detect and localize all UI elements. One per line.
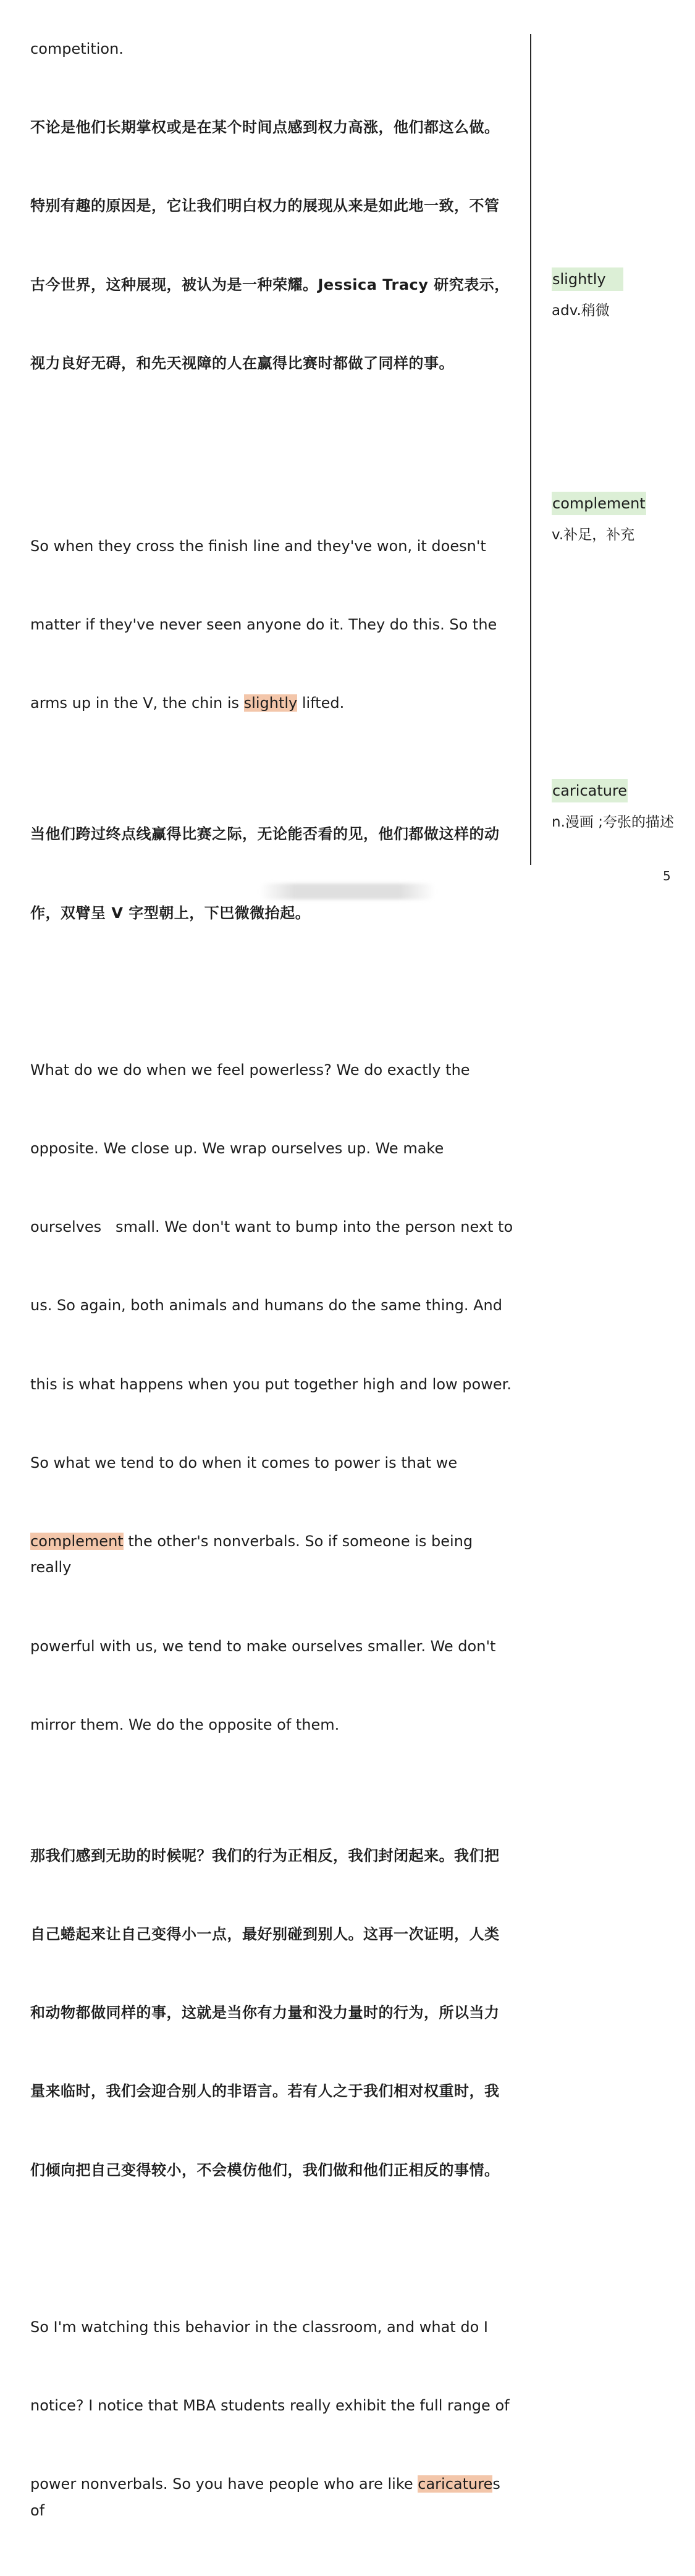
text-line — [30, 690, 518, 716]
text-line: So what we tend to do when it comes to power is that we — [30, 1454, 458, 1471]
highlighted-word: complement — [30, 1532, 124, 1550]
vocab-term-complement: complement — [552, 492, 646, 515]
paragraph-en — [30, 36, 518, 62]
text-line: 们倾向把自己变得较小，不会模仿他们，我们做和他们正相反的事情。 — [30, 2161, 500, 2179]
text-line: opposite. We close up. We wrap ourselves up. We make — [30, 1139, 444, 1157]
text-line: powerful with us, we tend to make ourselves smaller. We don't — [30, 1637, 496, 1655]
spacer — [30, 979, 518, 1004]
highlighted-word: caricature — [418, 2475, 493, 2493]
text-line: So I'm watching this behavior in the classroom, and what do I — [30, 2318, 488, 2336]
text-line: 和动物都做同样的事，这就是当你有力量和没力量时的行为，所以当力 — [30, 2004, 500, 2022]
text-line: matter if they've never seen anyone do it. They do this. So the — [30, 616, 497, 634]
text-segment: the other's nonverbals. So if someone is being really — [30, 1532, 478, 1576]
main-text-column — [30, 36, 518, 2576]
text-line: 作，双臂呈 V 字型朝上，下巴微微抬起。 — [30, 904, 311, 922]
text-line: ourselves small. We don't want to bump into the person next to — [30, 1218, 513, 1236]
text-line: 那我们感到无助的时候呢？我们的行为正相反，我们封闭起来。我们把 — [30, 1846, 500, 1864]
vocab-term-slightly: slightly — [552, 267, 623, 291]
spacer — [30, 429, 518, 481]
text-segment: lifted. — [297, 694, 345, 712]
text-line: notice? I notice that MBA students really exhibit the full range of — [30, 2396, 510, 2414]
text-line: 量来临时，我们会迎合别人的非语言。若有人之于我们相对权重时，我 — [30, 2082, 500, 2100]
vocab-definition: adv.稍微 — [552, 303, 610, 319]
paragraph-zh — [30, 62, 518, 429]
text-line: 不论是他们长期掌权或是在某个时间点感到权力高涨，他们都这么做。 — [30, 119, 500, 137]
text-line: 古今世界，这种展现，被认为是一种荣耀。Jessica Tracy 研究表示， — [30, 276, 510, 293]
text-line — [30, 2471, 518, 2523]
text-line: competition. — [30, 40, 124, 57]
text-line: 当他们跨过终点线赢得比赛之际，无论能否看的见，他们都做这样的动 — [30, 825, 500, 843]
watermark-blur — [259, 883, 436, 899]
text-segment: s of — [30, 2475, 505, 2519]
paragraph-zh — [30, 769, 518, 979]
text-line — [30, 1528, 518, 1581]
text-line: 特别有趣的原因是，它让我们明白权力的展现从来是如此地一致，不管 — [30, 197, 500, 215]
text-segment: arms up in the V, the chin is — [30, 694, 244, 712]
text-line: What do we do when we feel powerless? We do exactly the — [30, 1061, 470, 1079]
highlighted-word: slightly — [243, 694, 298, 712]
text-segment: power nonverbals. So you have people who are like — [30, 2475, 418, 2493]
spacer — [30, 2236, 518, 2262]
paragraph-zh — [30, 1790, 518, 2236]
page-number: 5 — [663, 869, 671, 883]
vocab-definition: v.补足，补充 — [552, 527, 635, 543]
paragraph-en — [30, 1004, 518, 1790]
paragraph-en — [30, 481, 518, 768]
paragraph-en — [30, 2262, 518, 2576]
vocab-definition: n.漫画 ;夸张的描述 — [552, 814, 674, 830]
text-line: this is what happens when you put together high and low power. — [30, 1375, 512, 1393]
text-line: So when they cross the finish line and they've won, it doesn't — [30, 537, 486, 555]
vocab-term-caricature: caricature — [552, 779, 628, 802]
column-divider — [530, 34, 531, 865]
text-line: mirror them. We do the opposite of them. — [30, 1715, 340, 1733]
text-line: us. So again, both animals and humans do the same thing. And — [30, 1297, 502, 1315]
text-line: 视力良好无碍，和先天视障的人在赢得比赛时都做了同样的事。 — [30, 354, 454, 372]
text-line: 自己蜷起来让自己变得小一点，最好别碰到别人。这再一次证明，人类 — [30, 1926, 500, 1943]
